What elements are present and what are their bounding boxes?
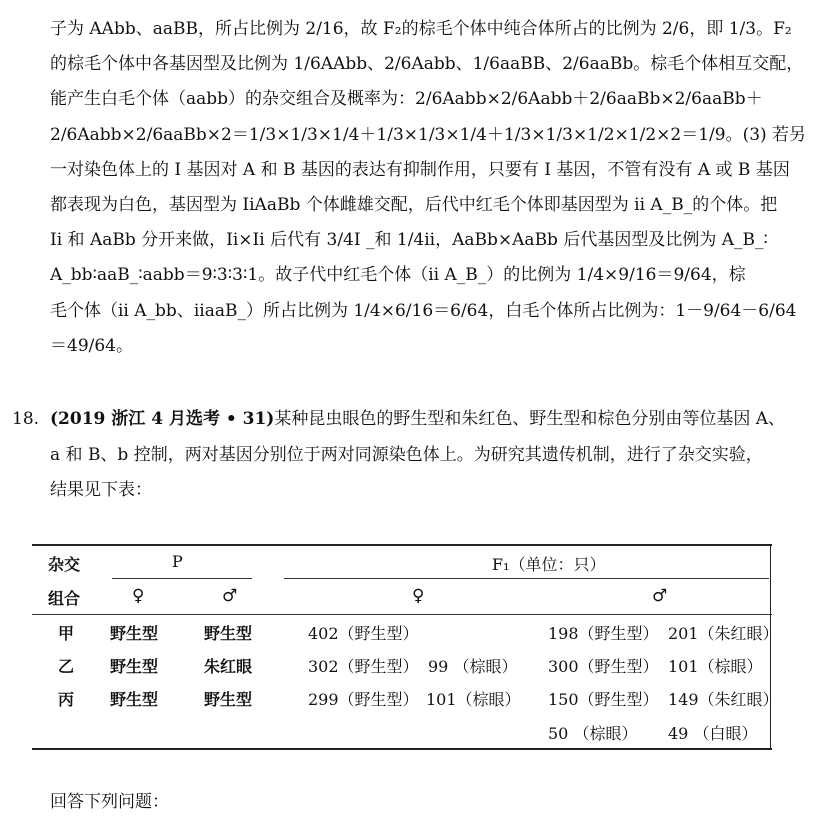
header-f1: F₁（单位：只） [492, 555, 606, 574]
header-cross: 杂交 [48, 555, 81, 574]
male-symbol-icon: ♂ [222, 586, 238, 606]
f1-male-2: 101（棕眼） [668, 657, 763, 676]
p-female: 野生型 [110, 657, 159, 676]
paragraph-line: 子为 AAbb、aaBB，所占比例为 2/16，故 F₂的棕毛个体中纯合体所占的比例为 2/6，即 1/3。F₂ [50, 19, 792, 39]
f1-male-2: 201（朱红眼） [668, 624, 779, 643]
row-name: 丙 [58, 690, 75, 709]
p-male: 朱红眼 [204, 657, 253, 676]
f1-male-2: 149（朱红眼） [668, 690, 779, 709]
table-right-rule [770, 544, 771, 750]
female-symbol-icon: ♀ [132, 586, 145, 606]
paragraph-line: 毛个体（ii A_bb、iiaaB_）所占比例为 1/4×6/16＝6/64，白毛个体所占比例为：1－9/64－6/64 [50, 300, 797, 321]
f1-female-2: 99 （棕眼） [428, 657, 518, 676]
table-header-rule [32, 614, 772, 615]
table-p-rule [112, 578, 252, 579]
table-bottom-rule [32, 748, 772, 750]
female-symbol-icon: ♀ [412, 586, 425, 606]
p-male: 野生型 [204, 690, 253, 709]
question-source: (2019 浙江 4 月选考 • 31) [50, 409, 275, 429]
f1-female-2: 101（棕眼） [426, 690, 521, 709]
question-line-1: 某种昆虫眼色的野生型和朱红色、野生型和棕色分别由等位基因 A、 [274, 409, 786, 429]
paragraph-line: 都表现为白色，基因型为 IiAaBb 个体雌雄交配，后代中红毛个体即基因型为 ii A_B_的个体。把 [50, 194, 778, 215]
f1-male-2: 49 （白眼） [668, 724, 758, 743]
f1-female-1: 302（野生型） [308, 657, 419, 676]
f1-male-1: 300（野生型） [548, 657, 659, 676]
row-name: 乙 [58, 657, 75, 676]
table-f1-rule [284, 578, 769, 579]
paragraph-line: 一对染色体上的 I 基因对 A 和 B 基因的表达有抑制作用，只要有 I 基因，不管有没有 A 或 B 基因 [50, 159, 790, 180]
question-line-2: a 和 B、b 控制，两对基因分别位于两对同源染色体上。为研究其遗传机制，进行了杂交实验， [50, 444, 763, 465]
paragraph-line: 的棕毛个体中各基因型及比例为 1/6AAbb、2/6Aabb、1/6aaBB、2/6aaBb。棕毛个体相互交配， [50, 54, 804, 75]
paragraph-line: ＝49/64。 [50, 335, 133, 356]
paragraph-line: Ii 和 AaBb 分开来做，Ii×Ii 后代有 3/4I _和 1/4ii，AaBb×AaBb 后代基因型及比例为 A_B_∶ [50, 230, 768, 251]
f1-female-1: 402（野生型） [308, 624, 419, 643]
question-line-3: 结果见下表： [50, 480, 152, 500]
f1-male-1: 150（野生型） [548, 690, 659, 709]
f1-female-1: 299（野生型） [308, 690, 419, 709]
answer-prompt: 回答下列问题： [50, 792, 169, 812]
f1-male-1: 198（野生型） [548, 624, 659, 643]
paragraph-line: 2/6Aabb×2/6aaBb×2＝1/3×1/3×1/4＋1/3×1/3×1/4＋1/3×1/3×1/2×1/2×2＝1/9。(3) 若另 [50, 124, 807, 145]
header-group: 组合 [48, 589, 81, 608]
p-female: 野生型 [110, 624, 159, 643]
paragraph-line: A_bb∶aaB_∶aabb＝9∶3∶3∶1。故子代中红毛个体（ii A_B_）的比例为 1/4×9/16＝9/64，棕 [50, 265, 746, 286]
question-text [50, 402, 802, 509]
male-symbol-icon: ♂ [652, 586, 668, 606]
header-p: P [172, 552, 183, 571]
paragraph-line: 能产生白毛个体（aabb）的杂交组合及概率为：2/6Aabb×2/6Aabb＋2/6aaBb×2/6aaBb＋ [50, 89, 763, 110]
solution-paragraph [50, 12, 807, 364]
f1-male-1: 50 （棕眼） [548, 724, 638, 743]
p-female: 野生型 [110, 690, 159, 709]
table-top-rule [32, 544, 772, 546]
p-male: 野生型 [204, 624, 253, 643]
cross-results-table [32, 544, 779, 750]
question-number: 18. [12, 409, 40, 429]
row-name: 甲 [58, 624, 75, 643]
